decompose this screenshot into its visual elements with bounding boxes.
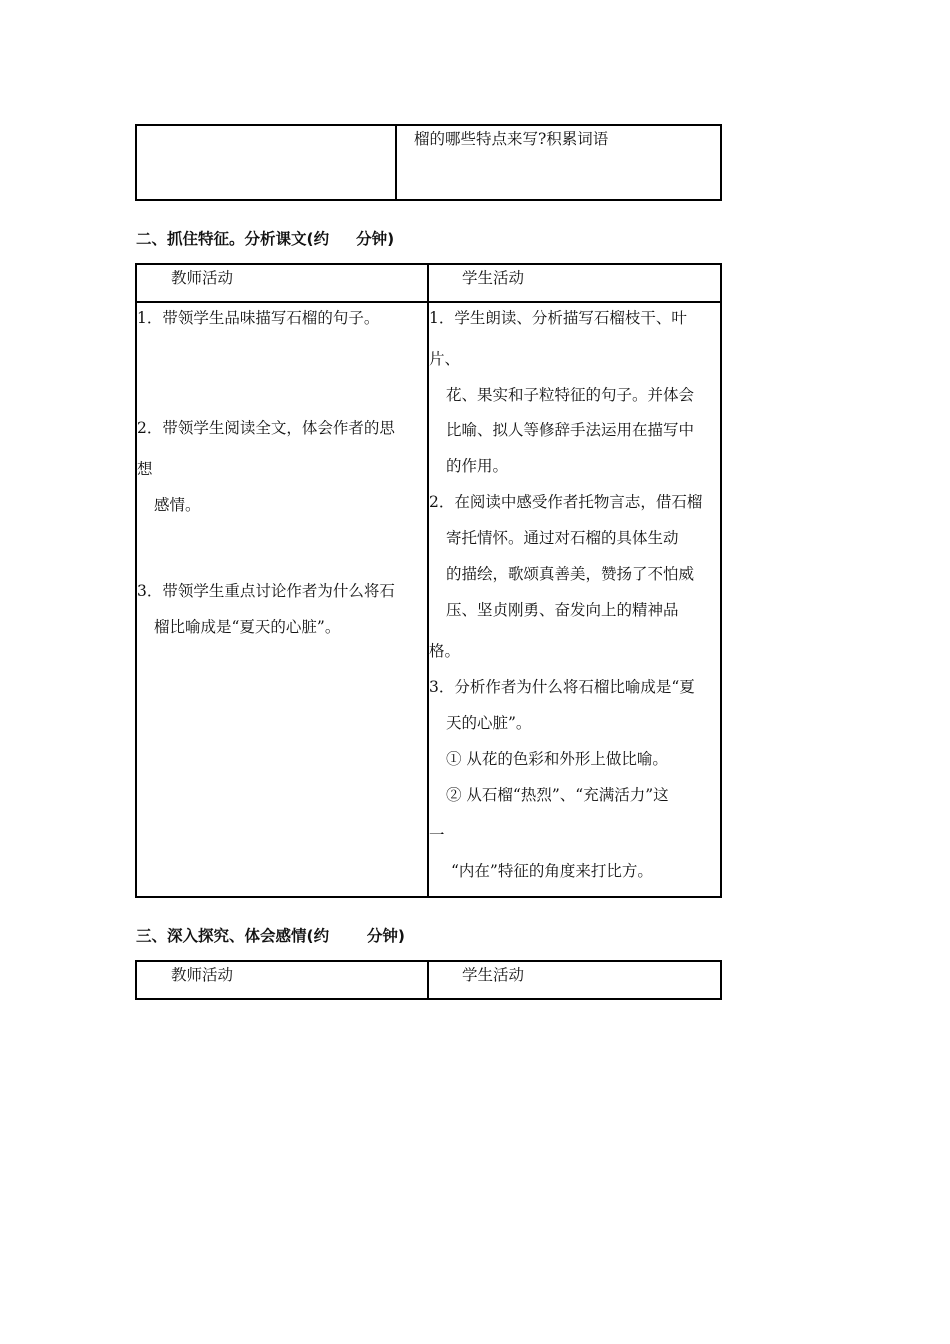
student-line: 压、坚贞刚勇、奋发向上的精神品 bbox=[446, 601, 679, 619]
teacher-activity-header: 教师活动 bbox=[171, 966, 234, 984]
teacher-line: 1．带领学生品味描写石榴的句子。 bbox=[137, 309, 380, 327]
section-heading-3: 三、深入探究、体会感情(约 分钟) bbox=[136, 927, 405, 945]
section-heading-2: 二、抓住特征。分析课文(约 分钟) bbox=[136, 230, 395, 248]
teacher-line: 3．带领学生重点讨论作者为什么将石 bbox=[137, 582, 395, 600]
student-activity-header: 学生活动 bbox=[462, 269, 525, 287]
student-line: 1．学生朗读、分析描写石榴枝干、叶 bbox=[429, 309, 687, 327]
teacher-line: 想 bbox=[137, 460, 153, 478]
student-line: 的作用。 bbox=[446, 457, 509, 475]
student-line: 一 bbox=[429, 826, 445, 844]
student-line: 寄托情怀。通过对石榴的具体生动 bbox=[446, 529, 679, 547]
table-continued-right-cell: 榴的哪些特点来写?积累词语 bbox=[414, 130, 609, 148]
teacher-line: 榴比喻成是“夏天的心脏”。 bbox=[154, 618, 341, 636]
student-line: 3．分析作者为什么将石榴比喻成是“夏 bbox=[429, 678, 695, 696]
student-line: “内在”特征的角度来打比方。 bbox=[451, 862, 653, 880]
student-line: 片、 bbox=[429, 350, 461, 368]
table-continued-divider bbox=[395, 124, 397, 201]
student-line: 比喻、拟人等修辞手法运用在描写中 bbox=[446, 421, 695, 439]
activity-table-2-header-rule bbox=[135, 301, 722, 303]
student-line: ① 从花的色彩和外形上做比喻。 bbox=[446, 750, 668, 768]
student-line: 花、果实和子粒特征的句子。并体会 bbox=[446, 386, 695, 404]
activity-table-3-divider bbox=[427, 960, 429, 1000]
student-line: 天的心脏”。 bbox=[446, 714, 532, 732]
teacher-line: 感情。 bbox=[154, 496, 201, 514]
student-activity-header: 学生活动 bbox=[462, 966, 525, 984]
student-line: 2．在阅读中感受作者托物言志，借石榴 bbox=[429, 493, 703, 511]
student-line: 的描绘，歌颂真善美，赞扬了不怕威 bbox=[446, 565, 695, 583]
student-line: 格。 bbox=[429, 642, 461, 660]
teacher-line: 2．带领学生阅读全文，体会作者的思 bbox=[137, 419, 395, 437]
teacher-activity-header: 教师活动 bbox=[171, 269, 234, 287]
student-line: ② 从石榴“热烈”、“充满活力”这 bbox=[446, 786, 669, 804]
